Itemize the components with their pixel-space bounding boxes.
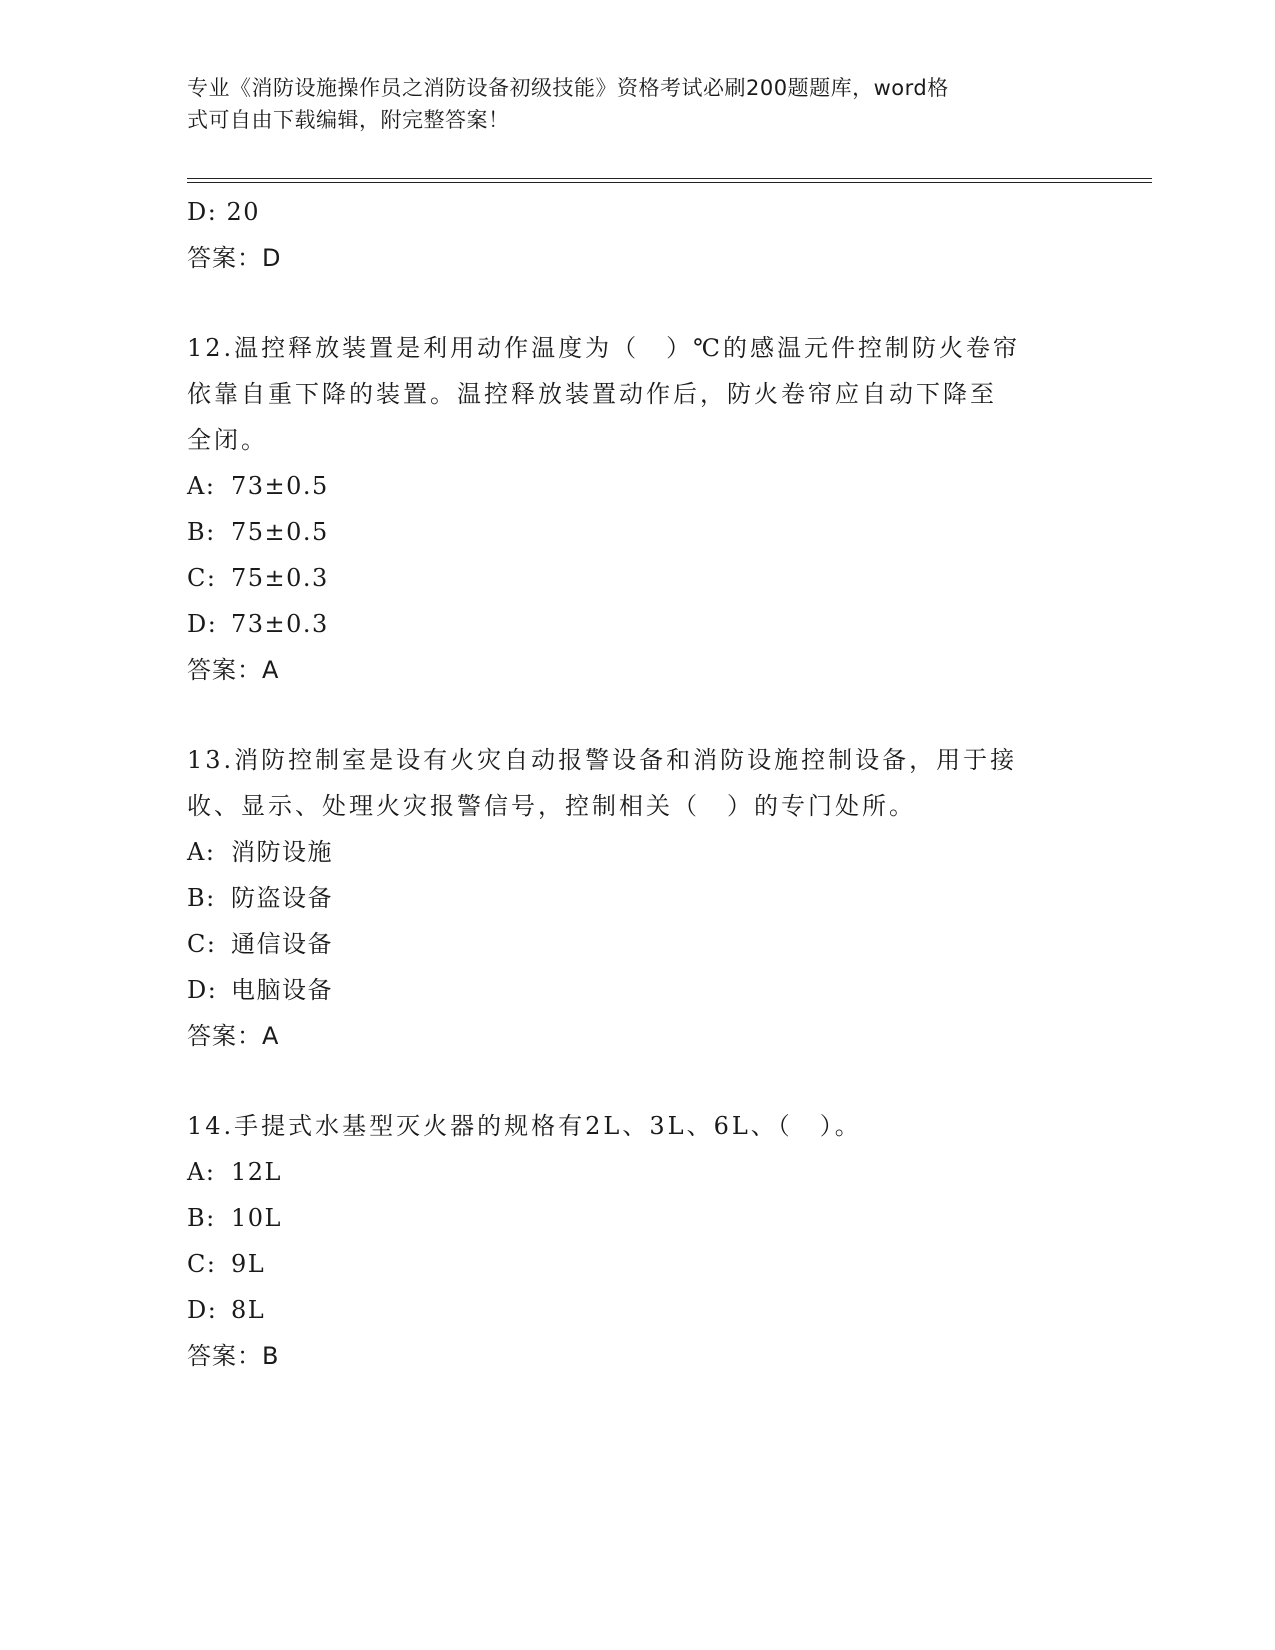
option-label: C: [187,564,217,592]
option-label: C: [187,930,217,958]
document-header [187,72,1087,136]
option-label: B: [187,518,216,546]
header-line-1: 专业《消防设施操作员之消防设备初级技能》资格考试必刷200题题库，word格 [187,76,949,100]
option-text: 8L [231,1296,266,1324]
option-text: 防盗设备 [231,884,333,912]
question-13 [187,737,1087,1059]
option-label: D: [187,976,218,1004]
question-12-line-3: 全闭。 [187,426,268,454]
question-14-answer: 答案：B [187,1342,280,1370]
option-label: D: [187,1296,218,1324]
option-text: 73±0.3 [231,610,329,638]
question-12-option-b [187,509,1087,555]
question-12-option-c [187,555,1087,601]
question-13-option-b [187,875,1087,921]
option-label: B: [187,884,216,912]
option-text: 75±0.5 [231,518,329,546]
prev-question-answer: 答案：D [187,244,282,272]
question-14 [187,1103,1087,1379]
option-label: A: [187,472,216,500]
question-12-option-a [187,463,1087,509]
question-13-option-d [187,967,1087,1013]
question-14-option-c [187,1241,1087,1287]
option-text: 75±0.3 [231,564,329,592]
option-text: 12L [231,1158,282,1186]
question-13-option-c [187,921,1087,967]
question-14-option-b [187,1195,1087,1241]
question-13-line-2: 收、显示、处理火灾报警信号，控制相关（ ）的专门处所。 [187,792,916,820]
option-label: D: [187,610,218,638]
question-14-option-a [187,1149,1087,1195]
option-text: 通信设备 [231,930,333,958]
question-13-option-a [187,829,1087,875]
question-12-option-d [187,601,1087,647]
question-13-line-1: 13.消防控制室是设有火灾自动报警设备和消防设施控制设备，用于接 [187,746,1018,774]
header-divider-top [187,178,1152,179]
option-text: 73±0.5 [231,472,329,500]
question-14-option-d [187,1287,1087,1333]
question-12-line-1: 12.温控释放装置是利用动作温度为（ ）℃的感温元件控制防火卷帘 [187,334,1021,362]
option-label: C: [187,1250,217,1278]
option-label: B: [187,1204,216,1232]
option-label: A: [187,838,216,866]
question-12-line-2: 依靠自重下降的装置。温控释放装置动作后，防火卷帘应自动下降至 [187,380,997,408]
question-13-answer: 答案：A [187,1022,280,1050]
question-12 [187,325,1087,693]
option-text: 电脑设备 [231,976,333,1004]
option-text: 9L [231,1250,266,1278]
option-text: 消防设施 [231,838,333,866]
prev-question-option-d: D: 20 [187,198,260,226]
question-content [187,189,1087,1379]
question-14-line-1: 14.手提式水基型灭火器的规格有2L、3L、6L、（ ）。 [187,1112,862,1140]
header-line-2: 式可自由下载编辑，附完整答案！ [187,108,510,132]
question-12-answer: 答案：A [187,656,280,684]
header-divider-bottom [187,182,1152,183]
option-label: A: [187,1158,216,1186]
option-text: 10L [231,1204,282,1232]
